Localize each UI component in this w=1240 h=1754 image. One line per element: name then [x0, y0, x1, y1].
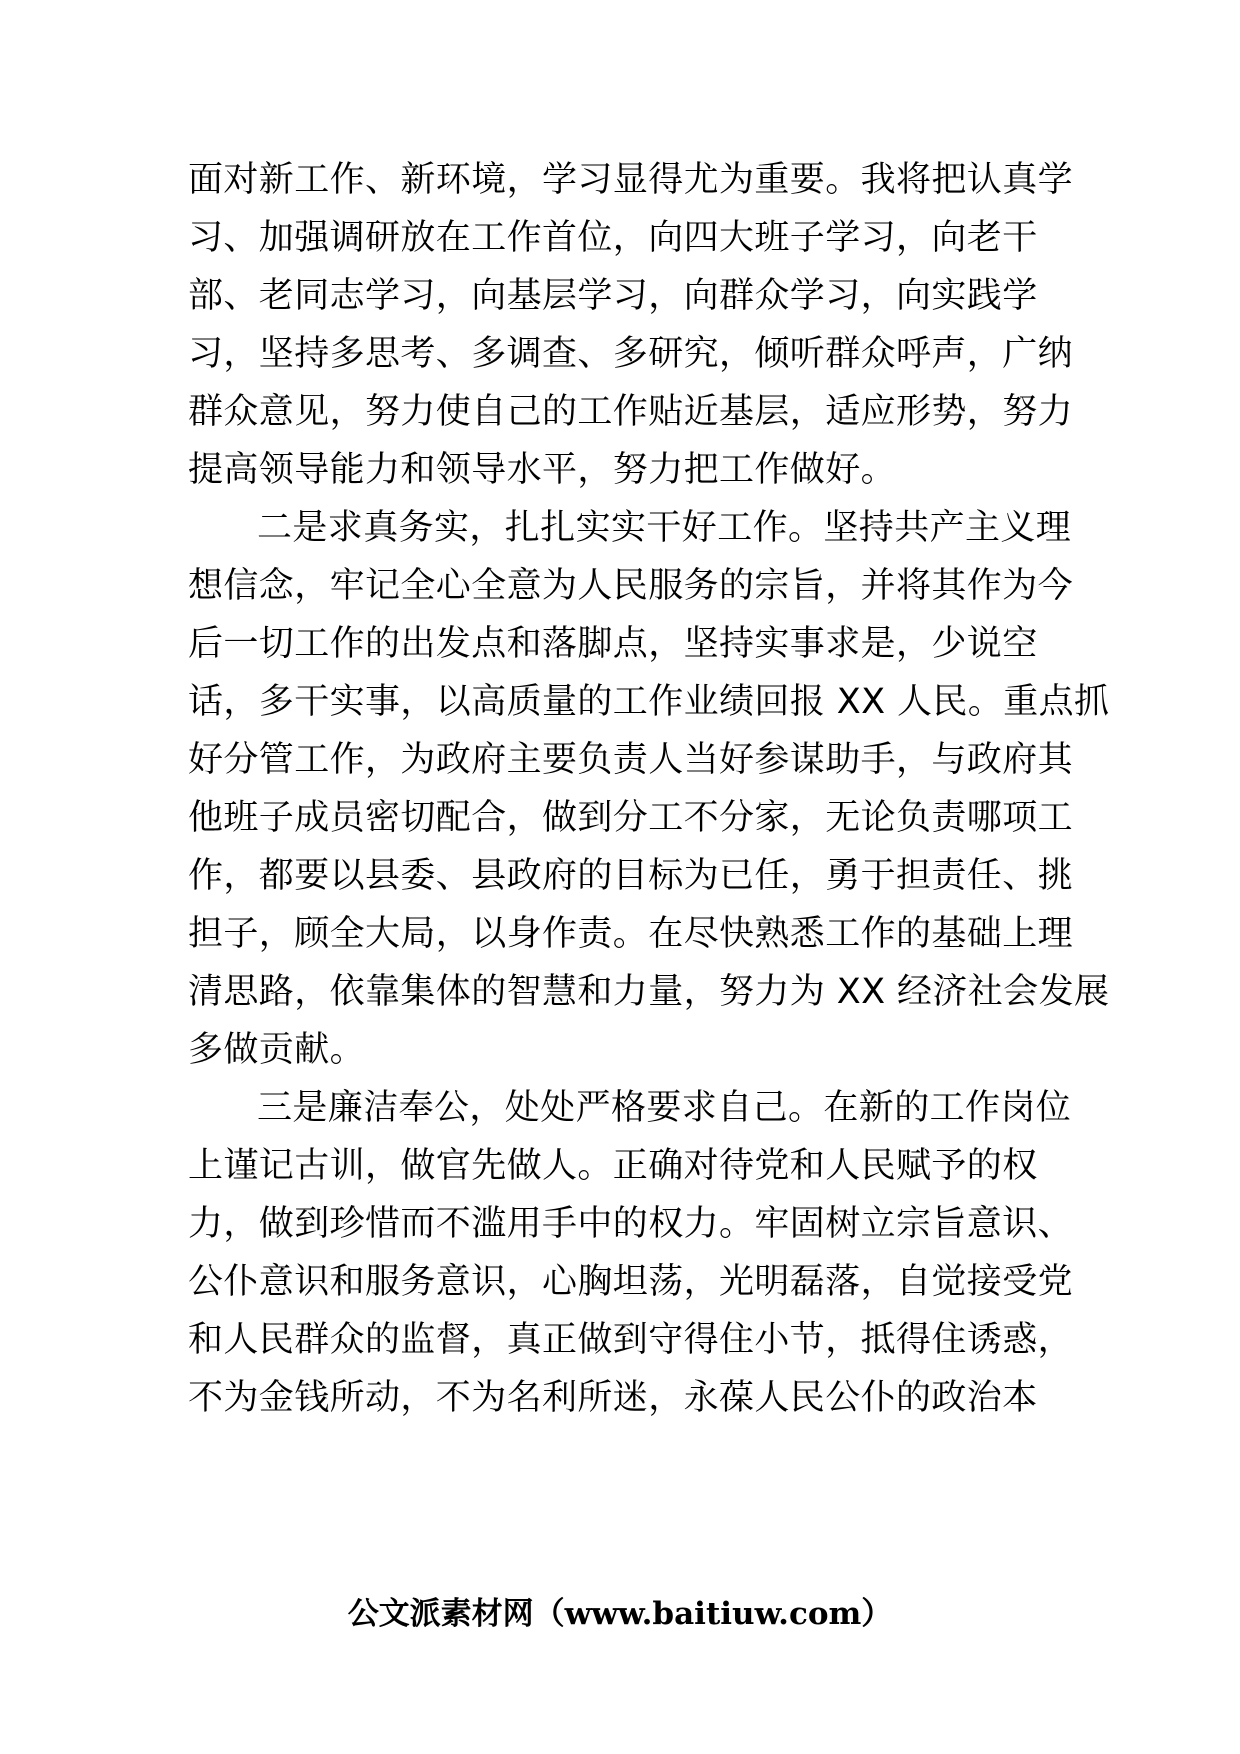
body-text-line: 上谨记古训，做官先做人。正确对待党和人民赋予的权 — [188, 1146, 1038, 1186]
body-text-line: 话，多干实事，以高质量的工作业绩回报 XX 人民。重点抓 — [188, 682, 1110, 722]
body-text-line: 力，做到珍惜而不滥用手中的权力。牢固树立宗旨意识、 — [188, 1204, 1074, 1244]
body-text-line: 想信念，牢记全心全意为人民服务的宗旨，并将其作为今 — [188, 566, 1074, 606]
body-text-line: 习、加强调研放在工作首位，向四大班子学习，向老干 — [188, 218, 1038, 258]
body-text-line: 和人民群众的监督，真正做到守得住小节，抵得住诱惑， — [188, 1320, 1074, 1360]
body-text-line: 他班子成员密切配合，做到分工不分家，无论负责哪项工 — [188, 798, 1074, 838]
body-text-line: 多做贡献。 — [188, 1030, 366, 1070]
body-text-line: 好分管工作，为政府主要负责人当好参谋助手，与政府其 — [188, 740, 1074, 780]
body-text-line: 公仆意识和服务意识，心胸坦荡，光明磊落，自觉接受党 — [188, 1262, 1074, 1302]
page-footer: 公文派素材网（www.baitiuw.com） — [347, 1596, 893, 1632]
body-text-line: 面对新工作、新环境，学习显得尤为重要。我将把认真学 — [188, 160, 1074, 200]
body-text-line: 部、老同志学习，向基层学习，向群众学习，向实践学 — [188, 276, 1038, 316]
body-text-line: 群众意见，努力使自己的工作贴近基层，适应形势，努力 — [188, 392, 1074, 432]
body-text-line: 后一切工作的出发点和落脚点，坚持实事求是，少说空 — [188, 624, 1038, 664]
body-text-line: 作，都要以县委、县政府的目标为已任，勇于担责任、挑 — [188, 856, 1074, 896]
paragraph-start-line: 二是求真务实，扎扎实实干好工作。坚持共产主义理 — [257, 508, 1072, 548]
body-text-line: 清思路，依靠集体的智慧和力量，努力为 XX 经济社会发展 — [188, 972, 1110, 1012]
body-text-line: 不为金钱所动，不为名利所迷，永葆人民公仆的政治本 — [188, 1378, 1038, 1418]
paragraph-start-line: 三是廉洁奉公，处处严格要求自己。在新的工作岗位 — [257, 1088, 1072, 1128]
body-text-line: 担子，顾全大局，以身作责。在尽快熟悉工作的基础上理 — [188, 914, 1074, 954]
body-text-line: 习，坚持多思考、多调查、多研究，倾听群众呼声，广纳 — [188, 334, 1074, 374]
body-text-line: 提高领导能力和领导水平，努力把工作做好。 — [188, 450, 897, 490]
